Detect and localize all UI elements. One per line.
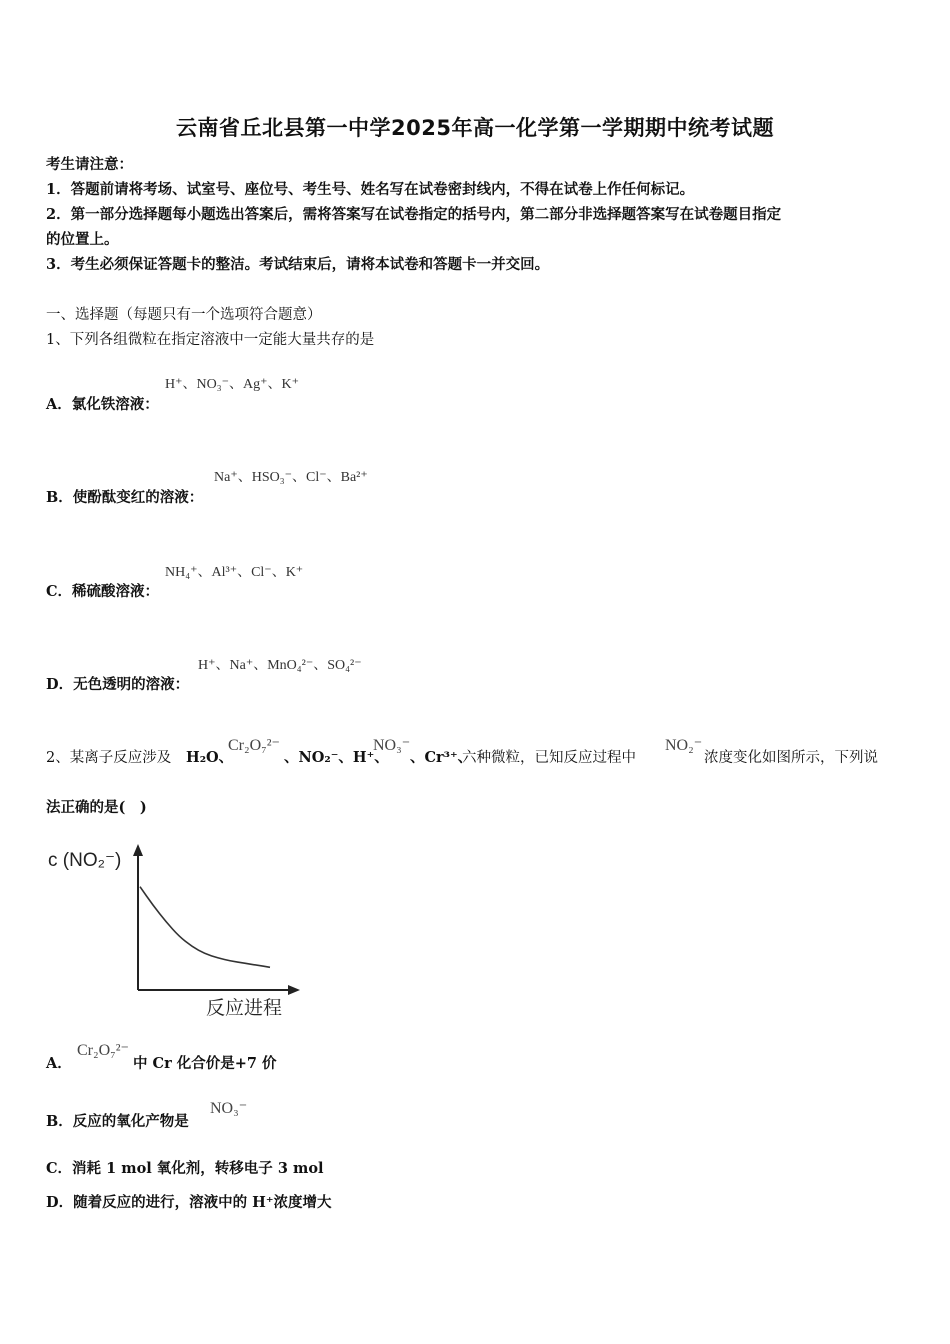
q1-option-c-ions: NH₄⁺、Al³⁺、Cl⁻、K⁺ — [165, 565, 304, 580]
q2-stem-c: 浓度变化如图所示，下列说 — [704, 750, 878, 766]
q2-option-b-formula: NO₃⁻ — [210, 1100, 248, 1117]
q2-option-c: C．消耗 1 mol 氧化剂，转移电子 3 mol — [46, 1160, 324, 1177]
chart-ylabel: c (NO₂⁻) — [48, 850, 122, 871]
page-title: 云南省丘北县第一中学2025年高一化学第一学期期中统考试题 — [176, 116, 774, 140]
q2-stem-d: 法正确的是( ) — [46, 799, 147, 816]
q1-option-b: B．使酚酞变红的溶液： — [46, 489, 204, 506]
notice-item-2-cont: 的位置上。 — [46, 231, 119, 248]
q1-option-c: C．稀硫酸溶液： — [46, 583, 160, 600]
q1-option-d: D．无色透明的溶液： — [46, 676, 190, 693]
chart-y-arrow — [133, 844, 143, 856]
q2-stem-a: 2、某离子反应涉及 — [46, 750, 172, 766]
notice-item-2: 2．第一部分选择题每小题选出答案后，需将答案写在试卷指定的括号内，第二部分非选择题答案写在试卷题目指定 — [46, 206, 782, 223]
concentration-chart — [40, 838, 320, 1028]
q2-no3: NO₃⁻ — [373, 737, 411, 754]
q2-cr3: 、Cr³⁺、 — [410, 749, 473, 766]
q2-h2o: H₂O、 — [186, 749, 234, 766]
q1-option-a-ions: H⁺、NO₃⁻、Ag⁺、K⁺ — [165, 377, 299, 392]
q2-no2: NO₂⁻ — [665, 737, 703, 754]
section-heading: 一、选择题（每题只有一个选项符合题意） — [46, 307, 322, 323]
q2-cr2o7: Cr₂O₇²⁻ — [228, 737, 280, 754]
notice-heading: 考生请注意： — [46, 156, 133, 173]
q2-option-d: D．随着反应的进行，溶液中的 H⁺浓度增大 — [46, 1194, 332, 1211]
q1-option-d-ions: H⁺、Na⁺、MnO₄²⁻、SO₄²⁻ — [198, 658, 362, 673]
q2-option-a-text: 中 Cr 化合价是+7 价 — [133, 1055, 277, 1072]
chart-series-line — [140, 887, 270, 968]
q2-stem-b: 六种微粒，已知反应过程中 — [462, 750, 636, 766]
q1-option-b-ions: Na⁺、HSO₃⁻、Cl⁻、Ba²⁺ — [214, 470, 368, 485]
q1-option-a: A．氯化铁溶液： — [46, 396, 159, 413]
q2-option-a-label: A． — [46, 1055, 72, 1072]
q2-option-b-label: B．反应的氧化产物是 — [46, 1113, 189, 1130]
chart-x-arrow — [288, 985, 300, 995]
q2-option-a-formula: Cr₂O₇²⁻ — [77, 1042, 129, 1059]
q2-no2-h: 、NO₂⁻、H⁺、 — [284, 749, 389, 766]
q1-stem: 1、下列各组微粒在指定溶液中一定能大量共存的是 — [46, 332, 375, 348]
chart-xlabel: 反应进程 — [206, 998, 283, 1019]
notice-item-3: 3．考生必须保证答题卡的整洁。考试结束后，请将本试卷和答题卡一并交回。 — [46, 256, 550, 273]
notice-item-1: 1．答题前请将考场、试室号、座位号、考生号、姓名写在试卷密封线内，不得在试卷上作任何标记。 — [46, 181, 695, 198]
